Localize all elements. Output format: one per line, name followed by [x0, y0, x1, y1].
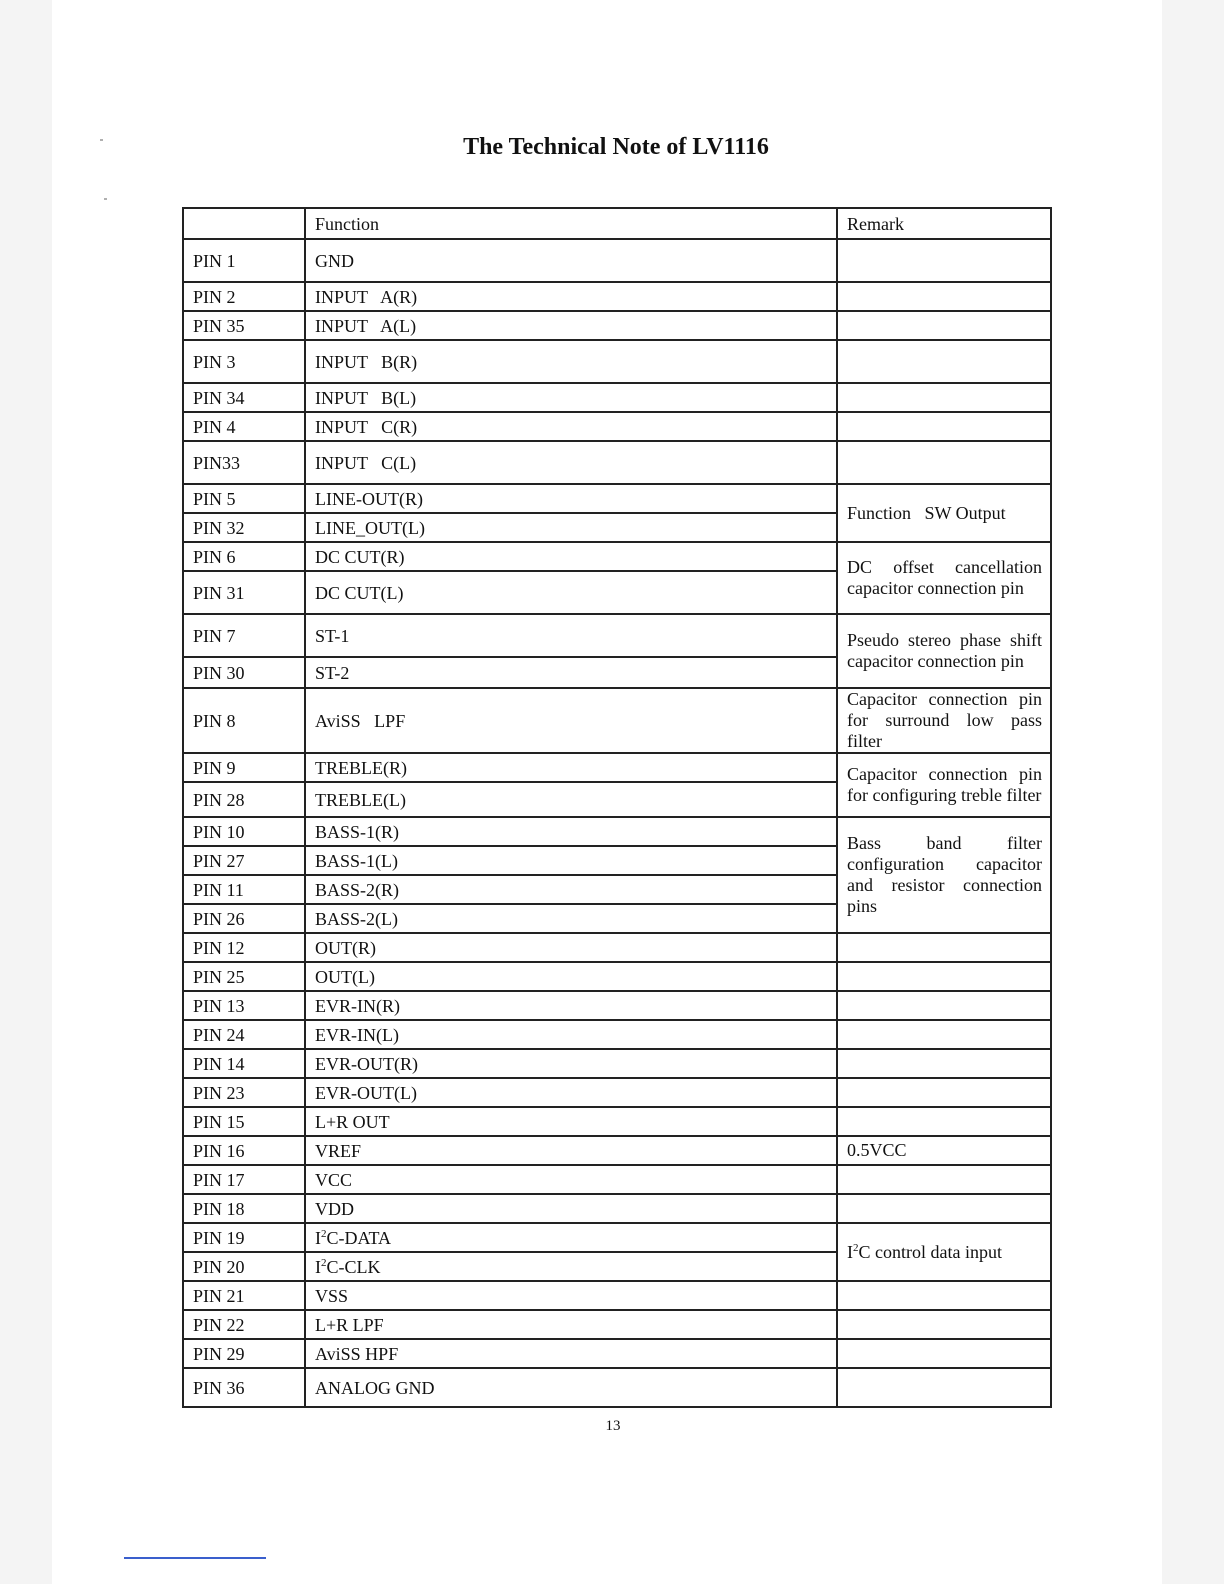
pin-cell: PIN 17: [183, 1165, 305, 1194]
function-cell: AviSS HPF: [305, 1339, 837, 1368]
table-row: [183, 311, 1051, 340]
function-cell: [305, 1223, 837, 1252]
header-remark: Remark: [837, 208, 1051, 239]
pin-cell: PIN 19: [183, 1223, 305, 1252]
pin-cell: PIN 35: [183, 311, 305, 340]
remark-cell: Pseudo stereo phase shift capacitor connection pin: [837, 614, 1051, 688]
function-cell: BASS-1(R): [305, 817, 837, 846]
table-body: [183, 239, 1051, 1407]
function-cell: EVR-OUT(L): [305, 1078, 837, 1107]
pin-cell: PIN 28: [183, 782, 305, 817]
pin-cell: PIN 16: [183, 1136, 305, 1165]
remark-cell: [837, 1368, 1051, 1407]
table-row: [183, 282, 1051, 311]
pin-cell: PIN 11: [183, 875, 305, 904]
table-row: [183, 1020, 1051, 1049]
function-cell: TREBLE(R): [305, 753, 837, 782]
pin-cell: PIN33: [183, 441, 305, 484]
function-cell: VCC: [305, 1165, 837, 1194]
table-header-row: [183, 208, 1051, 239]
table-row: [183, 614, 1051, 657]
remark-cell: Bass band filter configuration capacitor and resistor connection pins: [837, 817, 1051, 933]
table-row: [183, 688, 1051, 753]
remark-text: I: [847, 1241, 853, 1262]
function-cell: INPUT B(R): [305, 340, 837, 383]
pin-function-table: [182, 207, 1052, 1408]
function-cell: LINE-OUT(R): [305, 484, 837, 513]
remark-cell: Capacitor connection pin for configuring treble filter: [837, 753, 1051, 817]
pin-cell: PIN 3: [183, 340, 305, 383]
function-cell: AviSS LPF: [305, 688, 837, 753]
function-cell: VDD: [305, 1194, 837, 1223]
remark-cell: DC offset cancellation capacitor connection pin: [837, 542, 1051, 614]
function-cell: GND: [305, 239, 837, 282]
function-cell: L+R LPF: [305, 1310, 837, 1339]
table-row: [183, 542, 1051, 571]
function-cell: DC CUT(L): [305, 571, 837, 614]
table-row: [183, 340, 1051, 383]
function-cell: EVR-OUT(R): [305, 1049, 837, 1078]
table-row: [183, 383, 1051, 412]
table-row: [183, 1194, 1051, 1223]
pin-cell: PIN 29: [183, 1339, 305, 1368]
pin-cell: PIN 26: [183, 904, 305, 933]
pin-cell: PIN 21: [183, 1281, 305, 1310]
function-text: I: [315, 1227, 321, 1248]
table-row: [183, 1339, 1051, 1368]
remark-cell: 0.5VCC: [837, 1136, 1051, 1165]
pin-cell: PIN 6: [183, 542, 305, 571]
remark-cell: [837, 1194, 1051, 1223]
function-cell: BASS-2(L): [305, 904, 837, 933]
table-row: [183, 1136, 1051, 1165]
function-cell: ST-1: [305, 614, 837, 657]
pin-cell: PIN 8: [183, 688, 305, 753]
header-function: Function: [305, 208, 837, 239]
superscript: 2: [321, 1256, 327, 1269]
remark-cell: [837, 412, 1051, 441]
table-row: [183, 441, 1051, 484]
pin-cell: PIN 10: [183, 817, 305, 846]
table-row: [183, 239, 1051, 282]
function-cell: INPUT C(R): [305, 412, 837, 441]
pin-cell: PIN 34: [183, 383, 305, 412]
pin-cell: PIN 20: [183, 1252, 305, 1281]
remark-cell: [837, 1020, 1051, 1049]
table-row: [183, 1078, 1051, 1107]
pin-cell: PIN 9: [183, 753, 305, 782]
table-row: [183, 991, 1051, 1020]
superscript: 2: [853, 1241, 859, 1254]
remark-cell: [837, 441, 1051, 484]
header-pin: [183, 208, 305, 239]
function-cell: OUT(R): [305, 933, 837, 962]
function-cell: BASS-2(R): [305, 875, 837, 904]
pin-cell: PIN 24: [183, 1020, 305, 1049]
function-cell: VSS: [305, 1281, 837, 1310]
remark-cell: [837, 1223, 1051, 1281]
remark-cell: [837, 991, 1051, 1020]
pin-cell: PIN 4: [183, 412, 305, 441]
function-cell: VREF: [305, 1136, 837, 1165]
pin-cell: PIN 15: [183, 1107, 305, 1136]
superscript: 2: [321, 1227, 327, 1240]
function-text: C-CLK: [326, 1256, 381, 1277]
function-cell: TREBLE(L): [305, 782, 837, 817]
pin-cell: PIN 1: [183, 239, 305, 282]
function-cell: EVR-IN(R): [305, 991, 837, 1020]
remark-cell: [837, 239, 1051, 282]
table-row: [183, 753, 1051, 782]
remark-cell: [837, 282, 1051, 311]
remark-cell: [837, 1078, 1051, 1107]
scan-speck: [104, 198, 107, 200]
function-cell: EVR-IN(L): [305, 1020, 837, 1049]
function-cell: BASS-1(L): [305, 846, 837, 875]
pin-cell: PIN 27: [183, 846, 305, 875]
table-row: [183, 484, 1051, 513]
remark-cell: [837, 383, 1051, 412]
pin-cell: PIN 7: [183, 614, 305, 657]
remark-cell: [837, 1310, 1051, 1339]
function-text: I: [315, 1256, 321, 1277]
function-cell: LINE_OUT(L): [305, 513, 837, 542]
page-number: 13: [605, 1418, 621, 1434]
remark-cell: Capacitor connection pin for surround low pass filter: [837, 688, 1051, 753]
pin-cell: PIN 23: [183, 1078, 305, 1107]
function-cell: INPUT A(R): [305, 282, 837, 311]
remark-cell: [837, 1339, 1051, 1368]
pin-cell: PIN 22: [183, 1310, 305, 1339]
remark-cell: Function SW Output: [837, 484, 1051, 542]
pin-cell: PIN 32: [183, 513, 305, 542]
function-cell: OUT(L): [305, 962, 837, 991]
table-row: [183, 962, 1051, 991]
function-text: C-DATA: [326, 1227, 392, 1248]
remark-cell: [837, 1281, 1051, 1310]
pin-cell: PIN 36: [183, 1368, 305, 1407]
remark-cell: [837, 1049, 1051, 1078]
function-cell: INPUT A(L): [305, 311, 837, 340]
function-cell: ANALOG GND: [305, 1368, 837, 1407]
remark-text: C control data input: [858, 1241, 1002, 1262]
pin-cell: PIN 25: [183, 962, 305, 991]
table-row: [183, 1281, 1051, 1310]
table-row: [183, 412, 1051, 441]
remark-cell: [837, 340, 1051, 383]
remark-cell: [837, 1107, 1051, 1136]
table-row: [183, 817, 1051, 846]
pin-cell: PIN 30: [183, 657, 305, 688]
table-row: [183, 1107, 1051, 1136]
remark-cell: [837, 962, 1051, 991]
pin-cell: PIN 5: [183, 484, 305, 513]
remark-cell: [837, 1165, 1051, 1194]
table-row: [183, 1049, 1051, 1078]
table-row: [183, 1165, 1051, 1194]
function-cell: INPUT B(L): [305, 383, 837, 412]
table-row: [183, 933, 1051, 962]
pin-cell: PIN 18: [183, 1194, 305, 1223]
remark-cell: [837, 933, 1051, 962]
pin-cell: PIN 31: [183, 571, 305, 614]
footnote-rule: [124, 1557, 266, 1559]
document-title: The Technical Note of LV1116: [463, 134, 769, 160]
remark-cell: [837, 311, 1051, 340]
pin-cell: PIN 12: [183, 933, 305, 962]
pin-cell: PIN 2: [183, 282, 305, 311]
function-cell: INPUT C(L): [305, 441, 837, 484]
function-cell: L+R OUT: [305, 1107, 837, 1136]
table-row: [183, 1368, 1051, 1407]
pin-cell: PIN 14: [183, 1049, 305, 1078]
function-cell: DC CUT(R): [305, 542, 837, 571]
table-row: [183, 1223, 1051, 1252]
table-row: [183, 1310, 1051, 1339]
pin-cell: PIN 13: [183, 991, 305, 1020]
function-cell: [305, 1252, 837, 1281]
function-cell: ST-2: [305, 657, 837, 688]
